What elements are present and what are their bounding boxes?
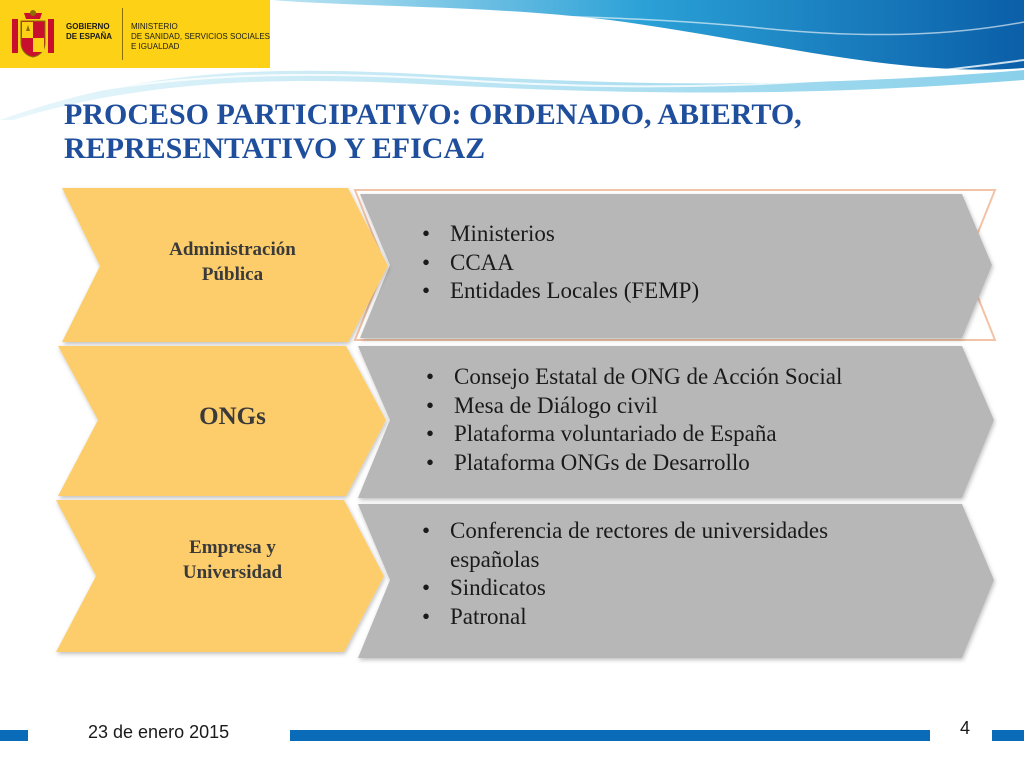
row-2-label: [130, 402, 335, 432]
row-1-label-line-2: Pública: [201, 264, 264, 285]
page-number: 4: [959, 718, 970, 738]
row-1-label-line-1: Administración: [169, 239, 296, 260]
list-item: • Plataforma ONGs de Desarrollo: [418, 449, 842, 478]
list-item: • Consejo Estatal de ONG de Acción Social: [418, 363, 842, 392]
footer-bar-right: [992, 730, 1024, 741]
row-3-label: [130, 535, 335, 585]
slide-title-line-1: PROCESO PARTICIPATIVO: ORDENADO, ABIERTO,: [64, 98, 802, 131]
list-item: • Mesa de Diálogo civil: [418, 392, 842, 421]
logo-government-line-2: DE ESPAÑA: [66, 32, 113, 41]
government-logo: [0, 0, 270, 68]
list-item: • Sindicatos: [414, 574, 914, 603]
list-item: • Ministerios: [414, 220, 699, 249]
list-item: • Entidades Locales (FEMP): [414, 277, 699, 306]
row-2-label-line-1: ONGs: [199, 403, 266, 430]
row-3-label-line-2: Universidad: [182, 562, 283, 583]
row-1-label: [130, 237, 335, 287]
logo-ministry-line-1: MINISTERIO: [131, 22, 178, 31]
logo-ministry-line-2: DE SANIDAD, SERVICIOS SOCIALES: [131, 32, 271, 41]
slide-title-line-2: REPRESENTATIVO Y EFICAZ: [64, 132, 486, 165]
list-item: • Conferencia de rectores de universidades españolas: [414, 517, 914, 574]
list-item: • Patronal: [414, 603, 914, 632]
footer-date: 23 de enero 2015: [88, 722, 230, 742]
slide-title: [64, 98, 964, 166]
chevron-diagram: [0, 180, 1024, 670]
footer-bar-center: [290, 730, 930, 741]
row-2-list: [418, 363, 842, 477]
coat-of-arms-icon: [10, 9, 56, 59]
list-item: • Plataforma voluntariado de España: [418, 420, 842, 449]
row-3-label-line-1: Empresa y: [189, 537, 276, 558]
list-item: • CCAA: [414, 249, 699, 278]
slide-footer: [0, 700, 1024, 768]
logo-government-text: [66, 22, 120, 42]
logo-government-line-1: GOBIERNO: [66, 22, 110, 31]
logo-divider: [122, 8, 123, 60]
logo-ministry-line-3: E IGUALDAD: [131, 42, 180, 51]
row-1-list: [414, 220, 699, 306]
row-3-list: [414, 517, 914, 631]
logo-ministry-text: [131, 22, 271, 52]
footer-bar-left: [0, 730, 28, 741]
